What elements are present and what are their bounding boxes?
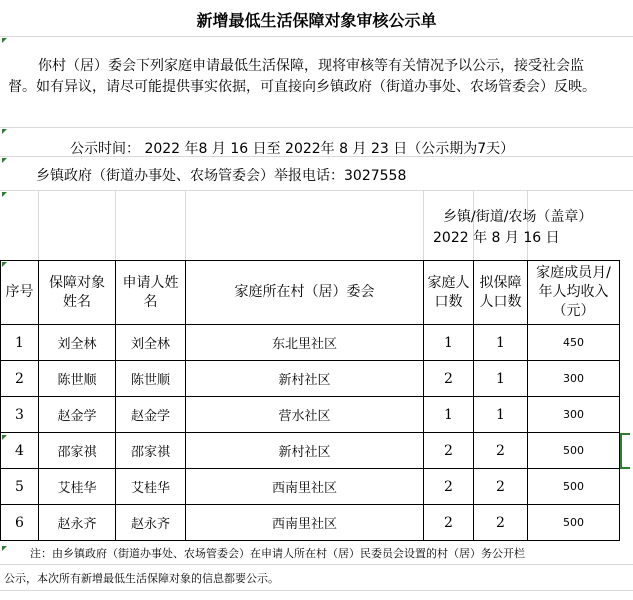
cell-community[interactable]: 东北里社区 [186,325,424,361]
cell-no[interactable]: 1 [1,325,39,361]
cell-no[interactable]: 6 [1,505,39,541]
header-community: 家庭所在村（居）委会 [186,261,424,325]
applicants-table [0,260,620,541]
cell-applicant[interactable]: 赵金学 [116,397,186,433]
header-income: 家庭成员月/年人均收入（元） [528,261,620,325]
cell-covered[interactable]: 2 [474,469,528,505]
cell-beneficiary[interactable]: 刘全林 [39,325,116,361]
gridline [0,190,633,191]
cell-comment-marker [2,158,7,163]
cell-income[interactable]: 500 [528,433,620,469]
cell-comment-marker [2,38,7,43]
table-row [1,397,620,433]
cell-household[interactable]: 2 [424,433,474,469]
page-title: 新增最低生活保障对象审核公示单 [196,11,437,30]
cell-beneficiary[interactable]: 艾桂华 [39,469,116,505]
table-row [1,325,620,361]
stamp-line: 乡镇/街道/农场（盖章） [443,209,593,225]
cell-household[interactable]: 1 [424,397,474,433]
table-row [1,505,620,541]
cell-applicant[interactable]: 刘全林 [116,325,186,361]
cell-income[interactable]: 500 [528,469,620,505]
table-row [1,433,620,469]
gridline [0,590,633,591]
cell-applicant[interactable]: 陈世顺 [116,361,186,397]
cell-community[interactable]: 西南里社区 [186,505,424,541]
cell-beneficiary[interactable]: 邵家祺 [39,433,116,469]
header-beneficiary: 保障对象姓名 [39,261,116,325]
cell-income[interactable]: 500 [528,505,620,541]
header-no: 序号 [1,261,39,325]
cell-community[interactable]: 营水社区 [186,397,424,433]
cell-applicant[interactable]: 艾桂华 [116,469,186,505]
report-phone: 乡镇政府（街道办事处、农场管委会）举报电话：3027558 [36,168,407,184]
intro-paragraph: 你村（居）委会下列家庭申请最低生活保障，现将审核等有关情况予以公示，接受社会监督。如有异议，请尽可能提供事实依据，可直接向乡镇政府（街道办事处、农场管委会）反映。 [8,58,596,95]
gridline [0,36,633,37]
gridline [115,190,116,260]
note-line-1: 注：由乡镇政府（街道办事处、农场管委会）在申请人所在村（居）民委员会设置的村（居）务公开栏 [30,547,525,560]
gridline [423,190,424,260]
cell-income[interactable]: 300 [528,361,620,397]
cell-community[interactable]: 新村社区 [186,361,424,397]
table-header-row [1,261,620,325]
publication-time: 公示时间： 2022 年8 月 16 日至 2022年 8 月 23 日（公示期为7天） [70,141,515,157]
gridline [185,190,186,260]
cell-covered[interactable]: 2 [474,505,528,541]
cell-applicant[interactable]: 邵家祺 [116,433,186,469]
gridline [0,127,633,128]
cell-household[interactable]: 1 [424,325,474,361]
cell-beneficiary[interactable]: 陈世顺 [39,361,116,397]
header-applicant: 申请人姓名 [116,261,186,325]
cell-community[interactable]: 西南里社区 [186,469,424,505]
gridline [0,564,633,565]
cell-beneficiary[interactable]: 赵永齐 [39,505,116,541]
cell-income[interactable]: 450 [528,325,620,361]
active-cell-selection[interactable] [620,433,630,469]
cell-household[interactable]: 2 [424,469,474,505]
cell-no[interactable]: 2 [1,361,39,397]
cell-no[interactable]: 5 [1,469,39,505]
cell-applicant[interactable]: 赵永齐 [116,505,186,541]
cell-comment-marker [2,546,7,551]
cell-covered[interactable]: 2 [474,433,528,469]
stamp-date: 2022 年 8 月 16 日 [433,230,560,246]
note-line-2: 公示，本次所有新增最低生活保障对象的信息都要公示。 [4,572,279,585]
cell-household[interactable]: 2 [424,505,474,541]
cell-beneficiary[interactable]: 赵金学 [39,397,116,433]
cell-covered[interactable]: 1 [474,397,528,433]
cell-no[interactable]: 3 [1,397,39,433]
cell-covered[interactable]: 1 [474,361,528,397]
header-household: 家庭人口数 [424,261,474,325]
cell-household[interactable]: 2 [424,361,474,397]
table-row [1,469,620,505]
table-row [1,361,620,397]
cell-covered[interactable]: 1 [474,325,528,361]
cell-no[interactable]: 4 [1,433,39,469]
cell-community[interactable]: 新村社区 [186,433,424,469]
gridline [38,190,39,260]
cell-comment-marker [2,129,7,134]
header-covered: 拟保障人口数 [474,261,528,325]
cell-income[interactable]: 300 [528,397,620,433]
cell-comment-marker [2,192,7,197]
